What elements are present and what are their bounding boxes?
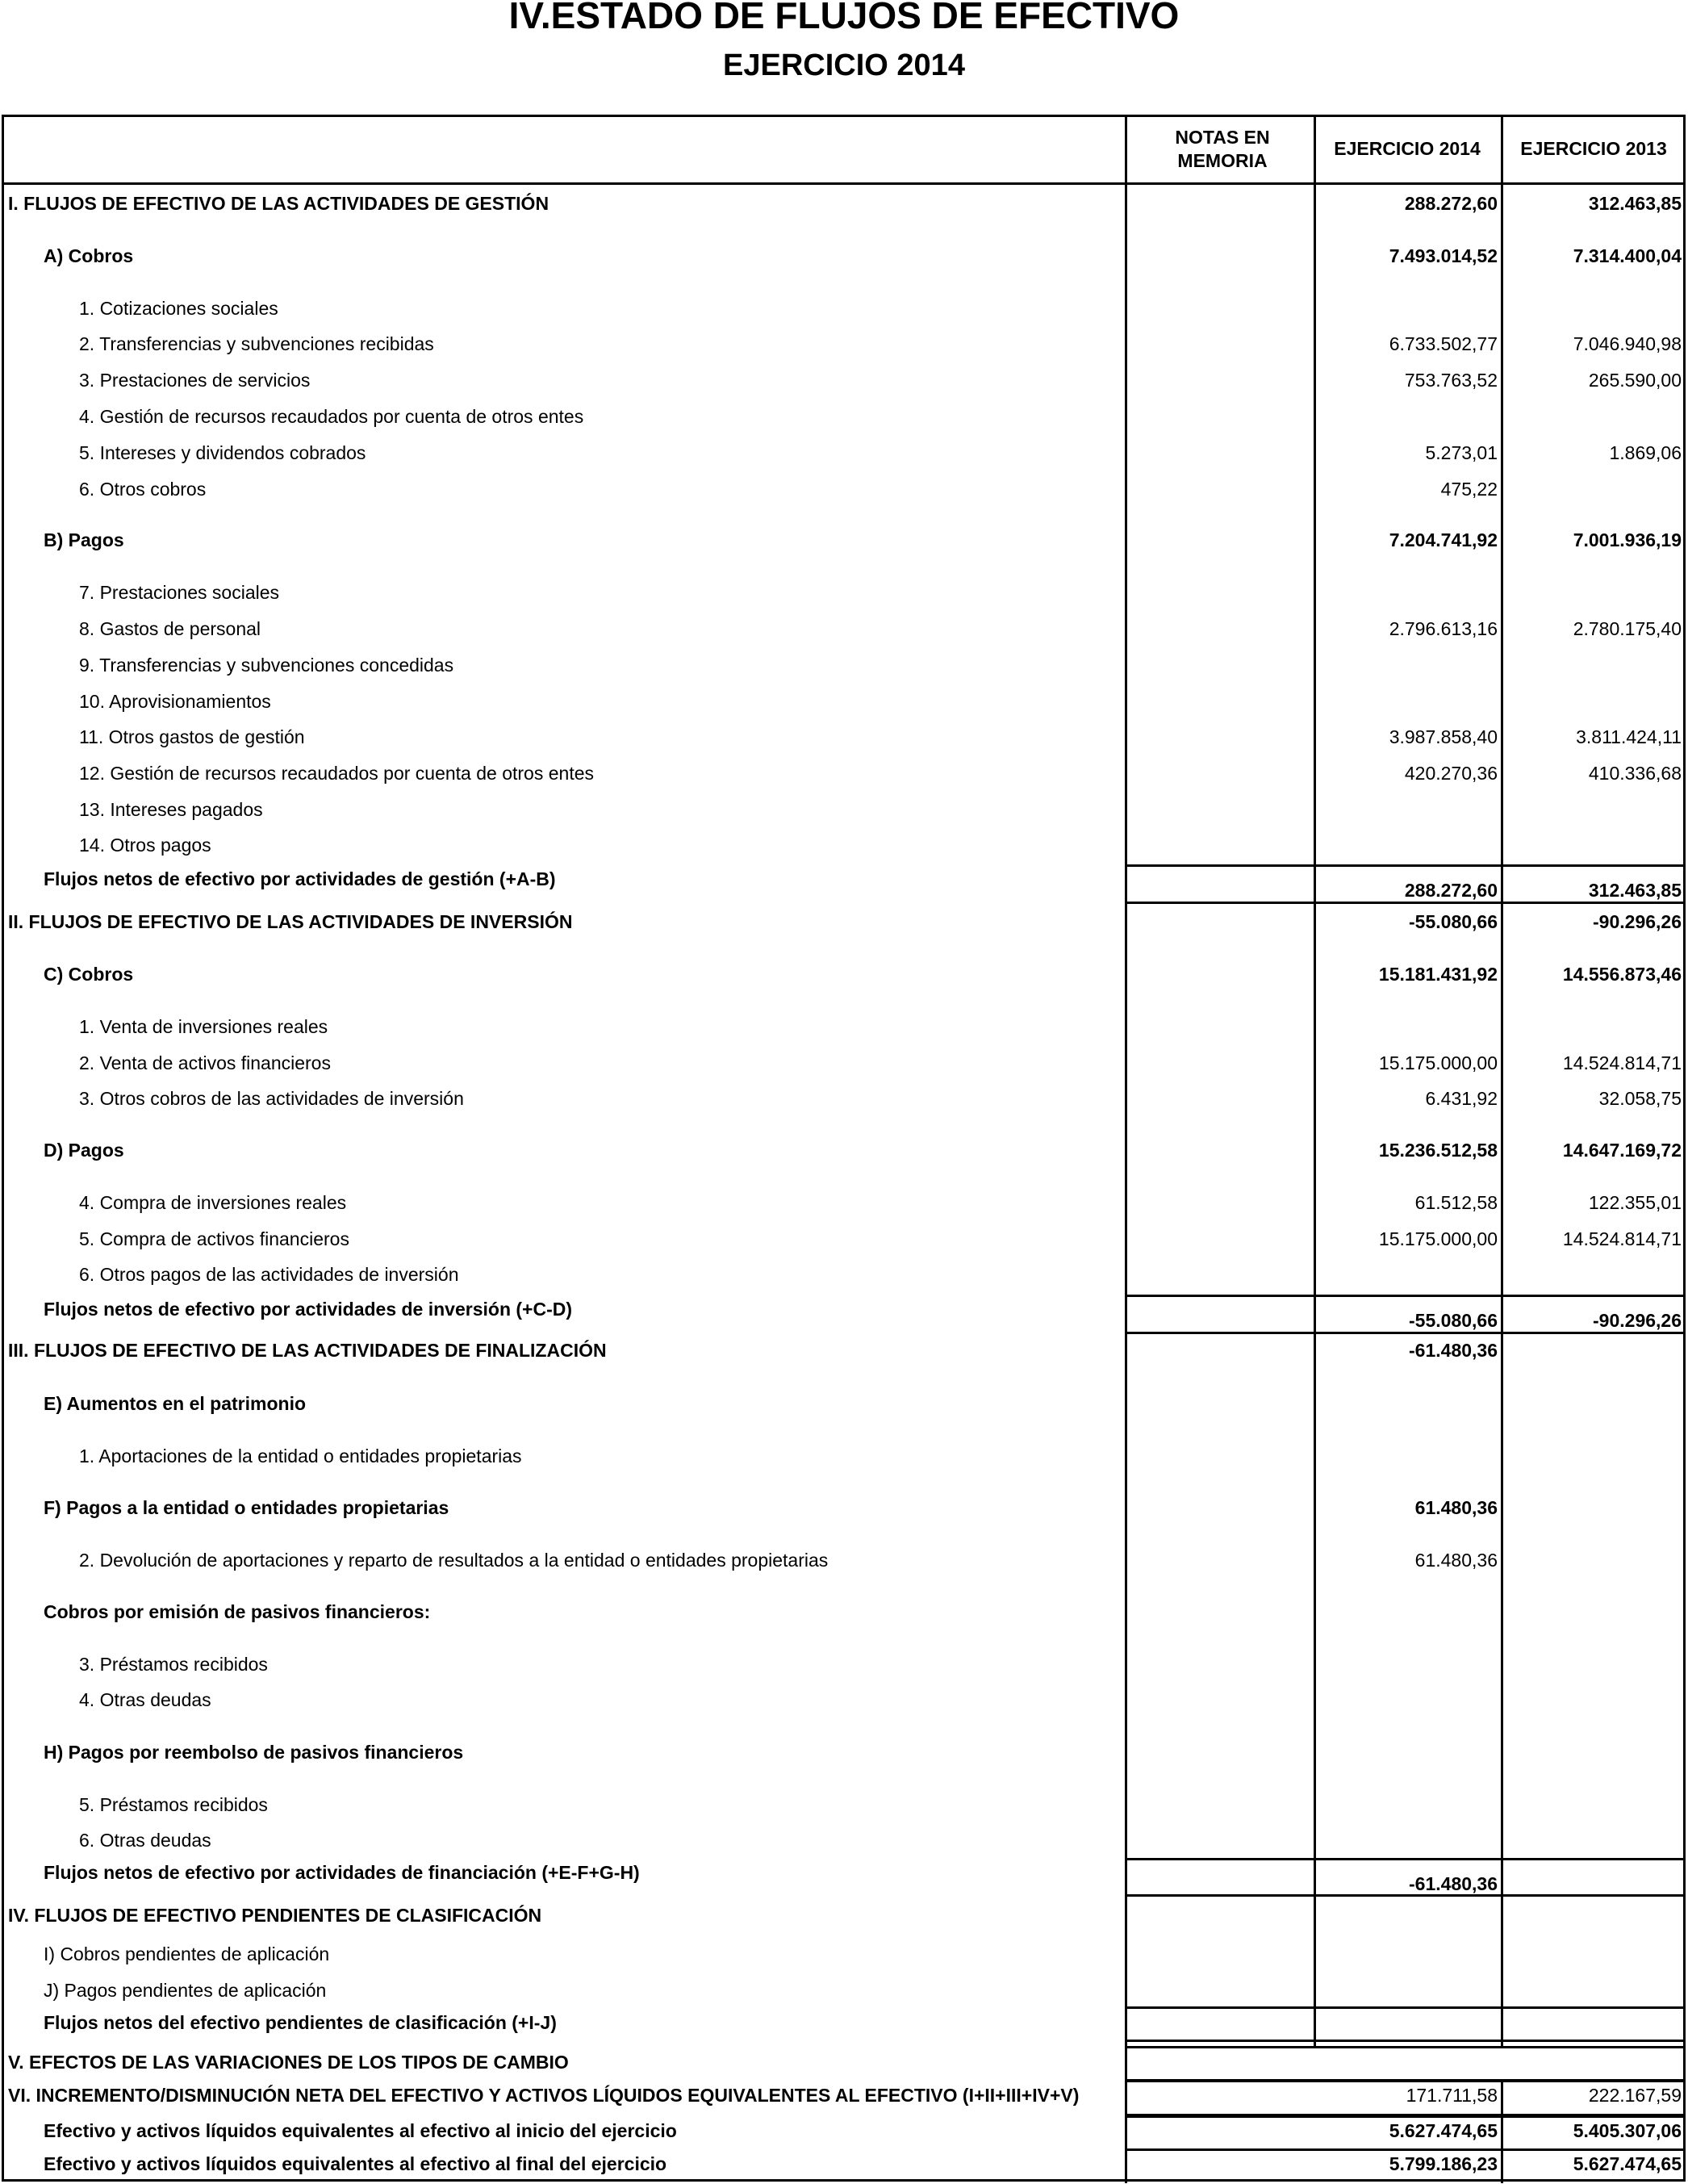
grid-line	[1125, 2040, 1686, 2042]
grid-line	[1125, 1858, 1686, 1860]
row-label: Efectivo y activos líquidos equivalentes al efectivo al final del ejercicio	[44, 2153, 667, 2174]
row-label: 4. Gestión de recursos recaudados por cuenta de otros entes	[79, 406, 584, 427]
value-2013: 1.869,06	[1609, 442, 1682, 463]
value-2013: 3.811.424,11	[1576, 726, 1682, 747]
value-2013: 32.058,75	[1598, 1088, 1682, 1109]
value-2014: 15.175.000,00	[1378, 1228, 1498, 1249]
grid-line	[1125, 2006, 1686, 2009]
row-label: A) Cobros	[44, 245, 134, 266]
grid-line	[1501, 1296, 1503, 1863]
row-label: Efectivo y activos líquidos equivalentes al efectivo al inicio del ejercicio	[44, 2120, 677, 2141]
value-2014: -55.080,66	[1409, 1310, 1498, 1331]
row-label: 10. Aprovisionamientos	[79, 691, 271, 712]
grid-line	[1125, 115, 1127, 866]
row-label: VI. INCREMENTO/DISMINUCIÓN NETA DEL EFECTIVO Y ACTIVOS LÍQUIDOS EQUIVALENTES AL EFECTIVO (I+II+III+IV+V)	[8, 2085, 1080, 2106]
grid-line	[1314, 1860, 1316, 2048]
value-2013: 14.524.814,71	[1562, 1228, 1682, 1249]
document-subtitle: EJERCICIO 2014	[723, 48, 965, 82]
row-label: 3. Prestaciones de servicios	[79, 370, 311, 391]
row-label: 5. Compra de activos financieros	[79, 1228, 349, 1249]
row-label: 2. Devolución de aportaciones y reparto de resultados a la entidad o entidades propietarias	[79, 1550, 829, 1571]
row-label: 6. Otros pagos de las actividades de inversión	[79, 1264, 459, 1285]
row-label: V. EFECTOS DE LAS VARIACIONES DE LOS TIPOS DE CAMBIO	[8, 2052, 569, 2073]
grid-line	[1314, 115, 1316, 866]
document-title: IV.ESTADO DE FLUJOS DE EFECTIVO	[508, 0, 1180, 36]
value-2014: 6.733.502,77	[1389, 333, 1498, 354]
value-2013: -90.296,26	[1593, 911, 1682, 932]
value-2013: 14.524.814,71	[1562, 1052, 1682, 1073]
grid-line	[1501, 115, 1503, 866]
value-2014: 288.272,60	[1404, 880, 1498, 901]
row-label: H) Pagos por reembolso de pasivos financieros	[44, 1742, 464, 1763]
grid-line	[1125, 1295, 1686, 1297]
value-2013: 14.647.169,72	[1562, 1140, 1682, 1161]
value-2014: 7.204.741,92	[1389, 529, 1498, 550]
value-2014: 61.512,58	[1414, 1192, 1498, 1213]
row-label: F) Pagos a la entidad o entidades propietarias	[44, 1497, 449, 1518]
value-2014: 6.431,92	[1425, 1088, 1498, 1109]
value-2013: -90.296,26	[1593, 1310, 1682, 1331]
value-2013: 5.405.307,06	[1573, 2120, 1682, 2141]
value-2013: 312.463,85	[1588, 880, 1682, 901]
row-label: 2. Venta de activos financieros	[79, 1052, 331, 1073]
row-label: C) Cobros	[44, 964, 134, 985]
row-label: 2. Transferencias y subvenciones recibidas	[79, 333, 434, 354]
row-label: E) Aumentos en el patrimonio	[44, 1393, 307, 1414]
value-2014: 753.763,52	[1404, 370, 1498, 391]
row-label: 12. Gestión de recursos recaudados por cuenta de otros entes	[79, 763, 595, 784]
value-2014: 5.799.186,23	[1389, 2153, 1498, 2174]
value-2014: 5.273,01	[1425, 442, 1498, 463]
row-label: 8. Gastos de personal	[79, 618, 261, 639]
value-2013: 410.336,68	[1588, 763, 1682, 784]
row-label: 9. Transferencias y subvenciones concedidas	[79, 655, 454, 676]
value-2014: 5.627.474,65	[1389, 2120, 1498, 2141]
value-2014: 288.272,60	[1404, 193, 1498, 214]
header-ejercicio-2014: EJERCICIO 2014	[1334, 138, 1481, 159]
row-label: 4. Compra de inversiones reales	[79, 1192, 347, 1213]
row-label: Cobros por emisión de pasivos financieros:	[44, 1601, 431, 1622]
value-2013: 14.556.873,46	[1562, 964, 1682, 985]
value-2013: 5.627.474,65	[1573, 2153, 1682, 2174]
value-2014: 61.480,36	[1414, 1497, 1498, 1518]
row-label: III. FLUJOS DE EFECTIVO DE LAS ACTIVIDADES DE FINALIZACIÓN	[8, 1340, 607, 1361]
header-notas: NOTAS EN MEMORIA	[1175, 127, 1270, 171]
row-label: Flujos netos del efectivo pendientes de clasificación (+I-J)	[44, 2012, 557, 2033]
grid-line	[1125, 2046, 1686, 2048]
value-2014: 7.493.014,52	[1389, 245, 1498, 266]
value-2013: 7.314.400,04	[1573, 245, 1682, 266]
value-2014: 15.236.512,58	[1378, 1140, 1498, 1161]
value-2014: 61.480,36	[1414, 1550, 1498, 1571]
grid-line	[1125, 2116, 1686, 2118]
row-label: J) Pagos pendientes de aplicación	[44, 1980, 327, 2001]
row-label: 1. Cotizaciones sociales	[79, 298, 278, 319]
header-ejercicio-2013: EJERCICIO 2013	[1520, 138, 1667, 159]
row-label: Flujos netos de efectivo por actividades de financiación (+E-F+G-H)	[44, 1862, 640, 1883]
row-label: Flujos netos de efectivo por actividades de inversión (+C-D)	[44, 1299, 573, 1320]
value-2014: 171.711,58	[1406, 2085, 1498, 2106]
value-2013: 7.046.940,98	[1573, 333, 1682, 354]
row-label: 5. Intereses y dividendos cobrados	[79, 442, 366, 463]
row-label: B) Pagos	[44, 529, 124, 550]
row-label: 13. Intereses pagados	[79, 799, 263, 820]
grid-line	[1314, 865, 1316, 1298]
grid-line	[1125, 1894, 1686, 1897]
value-2013: 2.780.175,40	[1573, 618, 1682, 639]
row-label: 3. Préstamos recibidos	[79, 1654, 268, 1675]
row-label: Flujos netos de efectivo por actividades de gestión (+A-B)	[44, 868, 556, 889]
row-label: IV. FLUJOS DE EFECTIVO PENDIENTES DE CLASIFICACIÓN	[8, 1905, 542, 1926]
grid-line	[1501, 865, 1503, 1298]
value-2014: -61.480,36	[1409, 1340, 1498, 1361]
grid-line	[1125, 1332, 1686, 1334]
grid-line	[1314, 1296, 1316, 1863]
row-label: 6. Otros cobros	[79, 479, 207, 500]
value-2013: 265.590,00	[1588, 370, 1682, 391]
row-label: D) Pagos	[44, 1140, 124, 1161]
value-2014: 15.175.000,00	[1378, 1052, 1498, 1073]
grid-line	[1125, 1860, 1127, 2183]
value-2013: 312.463,85	[1588, 193, 1682, 214]
value-2014: 475,22	[1440, 479, 1498, 500]
row-label: I. FLUJOS DE EFECTIVO DE LAS ACTIVIDADES DE GESTIÓN	[8, 193, 549, 214]
value-2014: 3.987.858,40	[1389, 726, 1498, 747]
row-label: 1. Venta de inversiones reales	[79, 1016, 328, 1037]
value-2014: 15.181.431,92	[1378, 964, 1498, 985]
grid-line	[1125, 865, 1127, 1298]
value-2013: 222.167,59	[1588, 2085, 1682, 2106]
row-label: 1. Aportaciones de la entidad o entidades propietarias	[79, 1446, 522, 1466]
row-label: 11. Otros gastos de gestión	[79, 726, 305, 747]
grid-line	[1501, 2079, 1503, 2183]
row-label: 6. Otras deudas	[79, 1830, 211, 1851]
value-2014: -61.480,36	[1409, 1873, 1498, 1894]
value-2014: 420.270,36	[1404, 763, 1498, 784]
row-label: II. FLUJOS DE EFECTIVO DE LAS ACTIVIDADES DE INVERSIÓN	[8, 911, 573, 932]
grid-line	[1125, 864, 1686, 867]
row-label: 3. Otros cobros de las actividades de inversión	[79, 1088, 464, 1109]
value-2013: 7.001.936,19	[1573, 529, 1682, 550]
value-2014: -55.080,66	[1409, 911, 1498, 932]
grid-line	[2, 182, 1686, 185]
row-label: I) Cobros pendientes de aplicación	[44, 1943, 330, 1964]
row-label: 5. Préstamos recibidos	[79, 1794, 268, 1815]
value-2013: 122.355,01	[1588, 1192, 1682, 1213]
grid-line	[1501, 1860, 1503, 2048]
grid-line	[1125, 2081, 1686, 2082]
row-label: 4. Otras deudas	[79, 1689, 211, 1710]
value-2014: 2.796.613,16	[1389, 618, 1498, 639]
grid-line	[1125, 2148, 1686, 2151]
row-label: 7. Prestaciones sociales	[79, 582, 280, 603]
row-label: 14. Otros pagos	[79, 835, 211, 856]
grid-line	[1125, 902, 1686, 904]
grid-line	[1125, 1296, 1127, 1863]
